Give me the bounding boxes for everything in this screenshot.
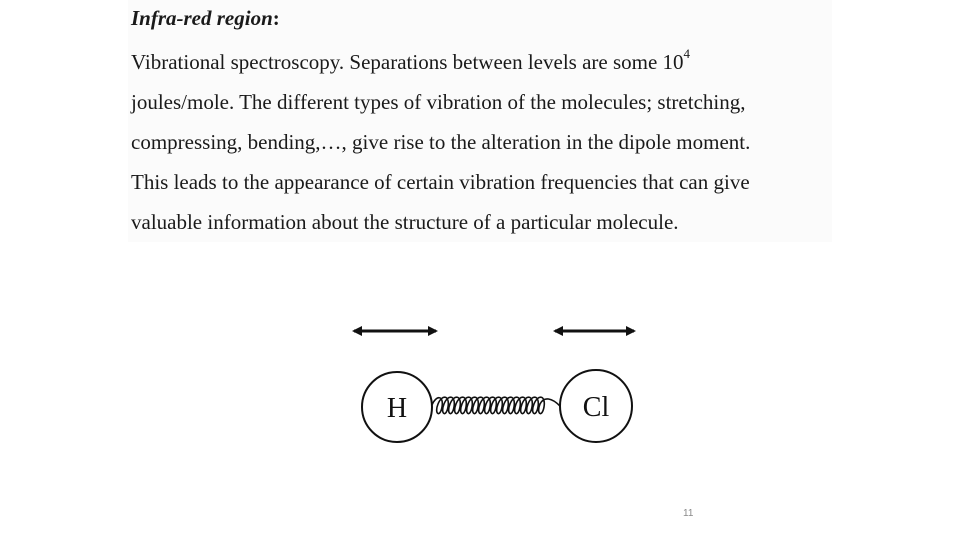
paragraph-line-3: compressing, bending,…, give rise to the alteration in the dipole moment. — [131, 130, 751, 154]
paragraph-line-5: valuable information about the structure of a particular molecule. — [131, 210, 679, 234]
body-paragraph — [131, 42, 750, 242]
heading-colon: : — [272, 6, 280, 30]
hydrogen-label: H — [386, 393, 408, 424]
paragraph-line-1 — [131, 42, 750, 82]
section-heading — [131, 6, 280, 31]
paragraph-line-4: This leads to the appearance of certain vibration frequencies that can give — [131, 170, 750, 194]
spring-coil-icon — [432, 397, 560, 413]
chlorine-label: Cl — [582, 392, 610, 423]
page-number: 11 — [683, 508, 694, 519]
line1-text: Vibrational spectroscopy. Separations between levels are some 10 — [131, 50, 684, 74]
hcl-vibration-diagram — [340, 300, 650, 460]
heading-text: Infra-red region — [131, 6, 273, 30]
paragraph-line-2: joules/mole. The different types of vibration of the molecules; stretching, — [131, 90, 746, 114]
exponent: 4 — [683, 46, 691, 61]
